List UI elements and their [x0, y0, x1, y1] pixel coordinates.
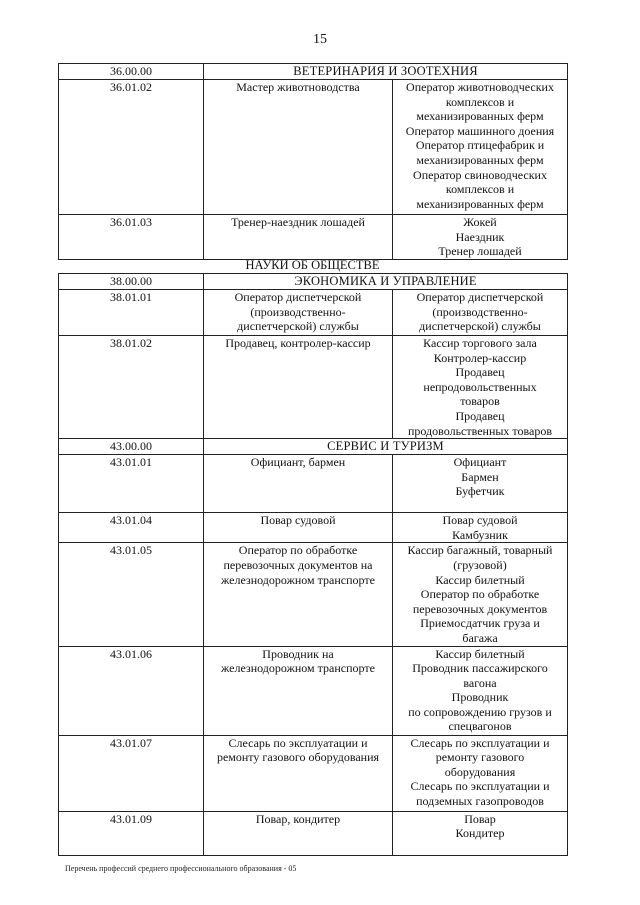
- cell-line: Мастер животноводства: [236, 80, 360, 94]
- cell-line: Оператор свиноводческих: [413, 167, 547, 182]
- cell-line: вагона: [463, 675, 497, 690]
- profession-code: 38.01.01: [59, 290, 204, 336]
- cell-line: ремонту газового оборудования: [216, 750, 380, 765]
- table-row: [59, 215, 568, 260]
- cell-line: Наездник: [455, 229, 505, 244]
- cell-line: (производственно-: [250, 304, 346, 319]
- profession-name: [204, 513, 393, 543]
- cell-line: Продавец: [455, 365, 505, 380]
- cell-line: Проводник на: [262, 646, 334, 661]
- cell-line: Приемосдатчик груза и: [420, 616, 540, 631]
- cell-line: Продавец: [455, 408, 505, 423]
- cell-line: механизированных ферм: [416, 152, 544, 167]
- qualification-list: [393, 646, 568, 735]
- qualification-list: [393, 455, 568, 513]
- group-title: ВЕТЕРИНАРИЯ И ЗООТЕХНИЯ: [204, 64, 568, 80]
- group-title: СЕРВИС И ТУРИЗМ: [204, 439, 568, 455]
- profession-name: [204, 543, 393, 646]
- cell-line: диспетчерской) службы: [237, 319, 359, 334]
- cell-line: комплексов и: [445, 94, 515, 109]
- cell-line: Оператор диспетчерской: [234, 290, 362, 304]
- cell-line: Оператор по обработке: [420, 587, 540, 602]
- qualification-list: [393, 811, 568, 855]
- cell-line: Оператор диспетчерской: [416, 290, 544, 304]
- cell-line: Камбузник: [452, 527, 508, 542]
- profession-name: [204, 80, 393, 215]
- cell-line: Продавец, контролер-кассир: [225, 336, 371, 350]
- qualification-list: [393, 215, 568, 260]
- cell-line: Кассир билетный: [435, 572, 525, 587]
- cell-line: Оператор животноводческих: [406, 80, 554, 94]
- cell-line: Кассир торгового зала: [423, 336, 537, 350]
- cell-line: Слесарь по эксплуатации и: [410, 779, 550, 794]
- cell-line: Официант, бармен: [250, 455, 346, 470]
- cell-line: Оператор птицефабрик и: [415, 138, 545, 153]
- profession-code: 43.01.05: [59, 543, 204, 646]
- qualification-list: [393, 290, 568, 336]
- cell-line: механизированных ферм: [416, 196, 544, 211]
- qualification-list: [393, 543, 568, 646]
- cell-line: Повар судовой: [442, 513, 518, 528]
- cell-line: Оператор машинного доения: [405, 123, 555, 138]
- cell-line: Слесарь по эксплуатации и: [410, 735, 550, 750]
- group-title: ЭКОНОМИКА И УПРАВЛЕНИЕ: [204, 274, 568, 290]
- table-row: [59, 336, 568, 439]
- cell-line: механизированных ферм: [416, 109, 544, 124]
- cell-line: товаров: [460, 394, 500, 409]
- cell-line: (производственно-: [432, 304, 528, 319]
- cell-line: перевозочных документов на: [223, 557, 373, 572]
- profession-name: [204, 646, 393, 735]
- cell-line: подземных газопроводов: [416, 793, 544, 808]
- profession-code: 43.01.01: [59, 455, 204, 513]
- cell-line: Кондитер: [455, 826, 505, 841]
- profession-name: [204, 290, 393, 336]
- table-row: [59, 290, 568, 336]
- cell-line: Повар, кондитер: [255, 811, 341, 826]
- cell-line: железнодорожном транспорте: [221, 661, 375, 676]
- qualification-list: [393, 336, 568, 439]
- cell-line: Жокей: [463, 215, 497, 229]
- cell-line: диспетчерской) службы: [419, 319, 541, 334]
- group-code: 43.00.00: [59, 439, 204, 455]
- group-header-row: [59, 439, 568, 455]
- page-number: 15: [313, 32, 327, 47]
- cell-line: багажа: [462, 630, 498, 645]
- qualification-list: [393, 735, 568, 811]
- profession-code: 36.01.02: [59, 80, 204, 215]
- cell-line: перевозочных документов: [412, 601, 548, 616]
- cell-line: (грузовой): [453, 557, 507, 572]
- table-veterinary: [58, 63, 568, 260]
- cell-line: Буфетчик: [455, 484, 505, 499]
- profession-code: 43.01.07: [59, 735, 204, 811]
- table-row: [59, 455, 568, 513]
- cell-line: Оператор по обработке: [238, 543, 358, 558]
- cell-line: Слесарь по эксплуатации и: [228, 735, 368, 750]
- profession-code: 43.01.06: [59, 646, 204, 735]
- cell-line: Контролер-кассир: [433, 350, 527, 365]
- cell-line: Тренер лошадей: [438, 244, 522, 259]
- cell-line: ремонту газового: [435, 750, 525, 765]
- profession-name: [204, 811, 393, 855]
- profession-code: 38.01.02: [59, 336, 204, 439]
- cell-line: Кассир багажный, товарный: [407, 543, 553, 558]
- cell-line: Повар: [464, 811, 496, 826]
- profession-name: [204, 336, 393, 439]
- table-row: [59, 735, 568, 811]
- cell-line: Проводник: [451, 690, 509, 705]
- table-row: [59, 811, 568, 855]
- cell-line: продовольственных товаров: [407, 423, 553, 438]
- cell-line: Тренер-наездник лошадей: [231, 215, 365, 229]
- page-footer: Перечень профессий среднего профессионального образования - 05: [65, 864, 297, 873]
- qualification-list: [393, 80, 568, 215]
- cell-line: Проводник пассажирского: [412, 661, 548, 676]
- profession-name: [204, 455, 393, 513]
- cell-line: Кассир билетный: [435, 646, 525, 661]
- table-row: [59, 543, 568, 646]
- profession-code: 43.01.09: [59, 811, 204, 855]
- profession-code: 36.01.03: [59, 215, 204, 260]
- qualification-list: [393, 513, 568, 543]
- table-row: [59, 646, 568, 735]
- cell-line: Повар судовой: [260, 513, 336, 528]
- table-row: [59, 80, 568, 215]
- group-header-row: [59, 274, 568, 290]
- group-header-row: [59, 64, 568, 80]
- table-row: [59, 513, 568, 543]
- profession-code: 43.01.04: [59, 513, 204, 543]
- cell-line: Бармен: [461, 469, 499, 484]
- cell-line: железнодорожном транспорте: [221, 572, 375, 587]
- profession-name: [204, 215, 393, 260]
- cell-line: непродовольственных: [423, 379, 537, 394]
- cell-line: по сопровождению грузов и: [408, 704, 552, 719]
- table-social-sciences: [58, 273, 568, 856]
- cell-line: оборудования: [444, 764, 516, 779]
- group-code: 38.00.00: [59, 274, 204, 290]
- cell-line: спецвагонов: [448, 719, 512, 734]
- cell-line: Официант: [453, 455, 507, 470]
- cell-line: комплексов и: [445, 182, 515, 197]
- profession-name: [204, 735, 393, 811]
- section-title-social-sciences: НАУКИ ОБ ОБЩЕСТВЕ: [245, 258, 380, 272]
- group-code: 36.00.00: [59, 64, 204, 80]
